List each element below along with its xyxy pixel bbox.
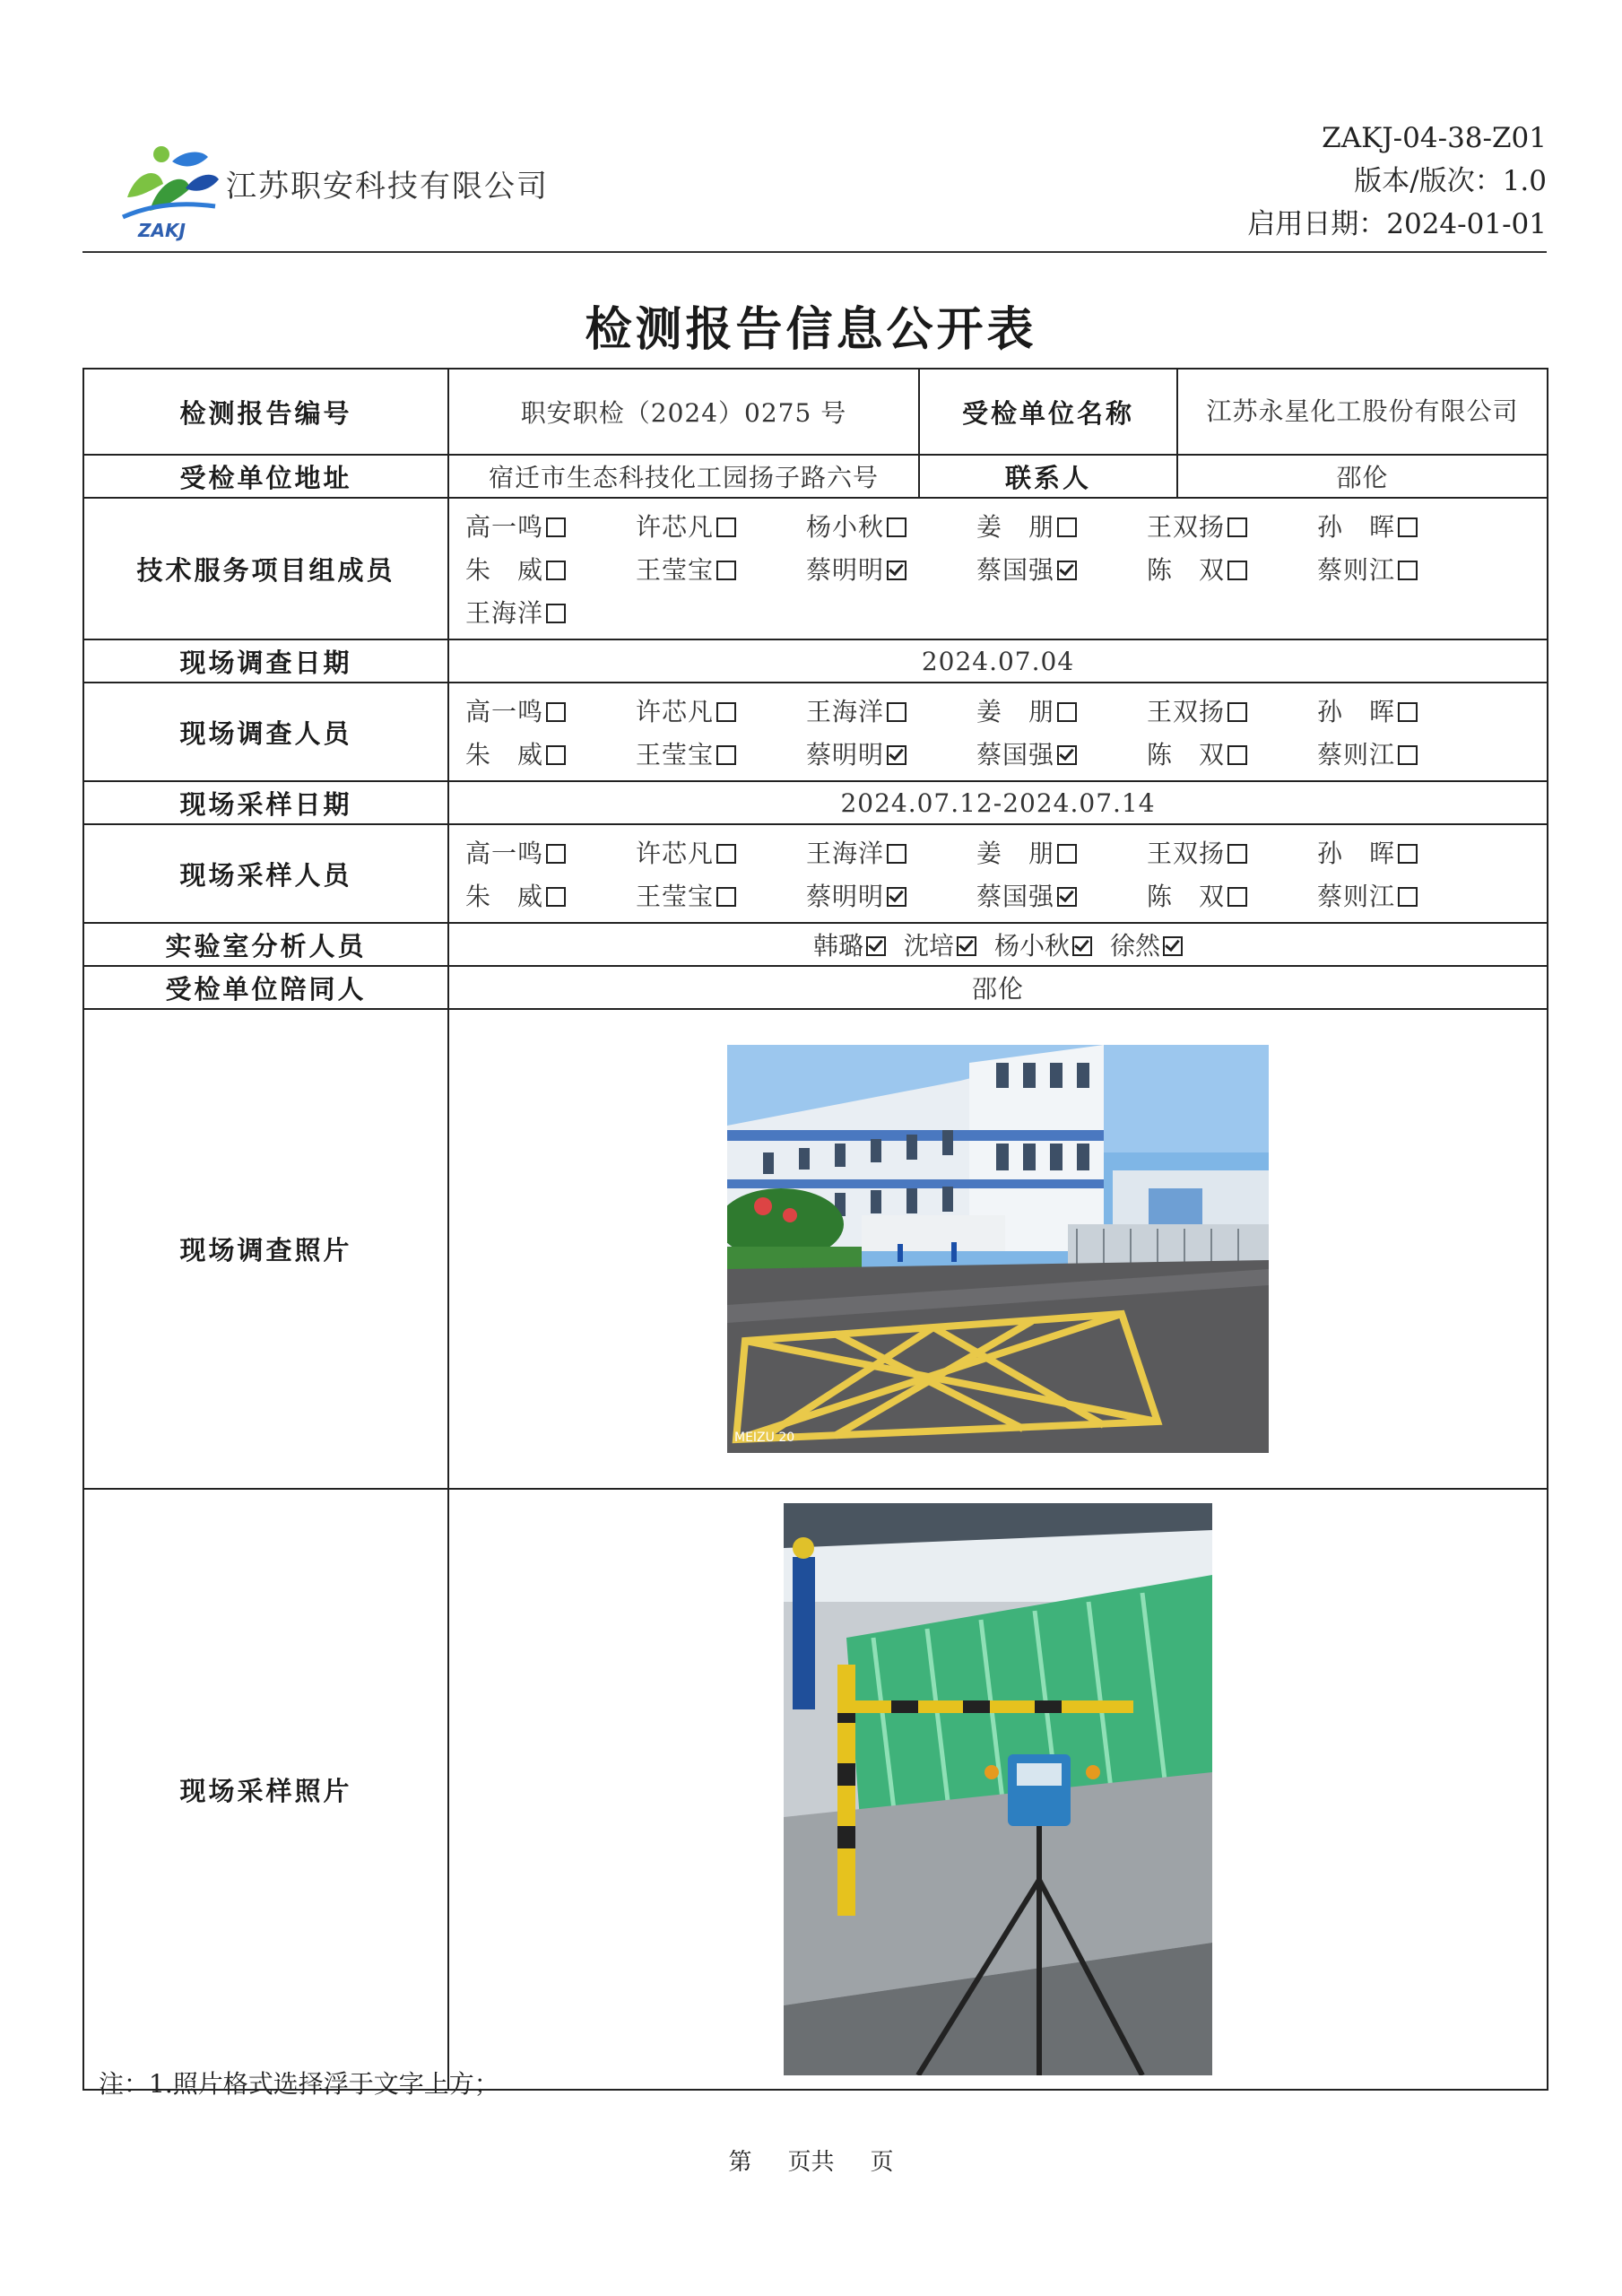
- lab-staff-entry: [1110, 926, 1183, 962]
- person-entry: [976, 551, 1147, 587]
- svg-text:MEIZU 20: MEIZU 20: [734, 1431, 795, 1445]
- person-name: 高一鸣: [465, 512, 544, 542]
- unchecked-checkbox[interactable]: [546, 887, 566, 907]
- members-grid: [449, 499, 1547, 639]
- person-name: 蔡明明: [806, 555, 885, 585]
- checked-checkbox[interactable]: [866, 936, 886, 956]
- lab-staff-entry: [994, 926, 1092, 962]
- unchecked-checkbox[interactable]: [546, 517, 566, 537]
- company-logo: [109, 135, 226, 242]
- unchecked-checkbox[interactable]: [1227, 702, 1247, 722]
- unit-name: 江苏永星化工股份有限公司: [1177, 369, 1548, 455]
- person-name: 王莹宝: [636, 882, 715, 911]
- report-no: 职安职检（2024）0275 号: [448, 369, 919, 455]
- survey-staff-cell: [448, 683, 1548, 781]
- person-entry: [1317, 508, 1488, 544]
- person-row: [465, 590, 1547, 633]
- checked-checkbox[interactable]: [1072, 936, 1092, 956]
- person-entry: [976, 834, 1147, 870]
- person-row: [465, 732, 1547, 775]
- person-entry: [1147, 692, 1317, 728]
- unchecked-checkbox[interactable]: [1057, 517, 1077, 537]
- lab-staff-cell: [448, 923, 1548, 966]
- person-entry: [1147, 551, 1317, 587]
- person-name: 陈 双: [1147, 740, 1226, 770]
- person-name: 姜 朋: [976, 839, 1055, 868]
- unchecked-checkbox[interactable]: [1398, 702, 1418, 722]
- person-entry: [1317, 877, 1488, 913]
- person-name: 孙 晖: [1317, 697, 1396, 726]
- svg-text:ZAKJ: ZAKJ: [138, 220, 186, 241]
- person-name: 姜 朋: [976, 697, 1055, 726]
- person-name: 王海洋: [806, 839, 885, 868]
- person-name: 朱 威: [465, 882, 544, 911]
- person-name: 杨小秋: [806, 512, 885, 542]
- sampling-photo-label: 现场采样照片: [83, 1489, 448, 2090]
- doc-version: 版本/版次：1.0: [1354, 165, 1547, 197]
- document-meta: [1247, 117, 1547, 246]
- person-row: [465, 831, 1547, 874]
- unchecked-checkbox[interactable]: [1398, 561, 1418, 580]
- person-name: 蔡明明: [806, 882, 885, 911]
- person-name: 孙 晖: [1317, 839, 1396, 868]
- checked-checkbox[interactable]: [887, 745, 906, 765]
- person-row: [465, 547, 1547, 590]
- unchecked-checkbox[interactable]: [1398, 887, 1418, 907]
- person-name: 蔡则江: [1317, 882, 1396, 911]
- unchecked-checkbox[interactable]: [1227, 887, 1247, 907]
- person-entry: [976, 735, 1147, 771]
- person-entry: [465, 692, 636, 728]
- survey-photo-cell: [448, 1009, 1548, 1489]
- page-title: 检测报告信息公开表: [585, 302, 1037, 357]
- person-name: 蔡国强: [976, 740, 1055, 770]
- checked-checkbox[interactable]: [1163, 936, 1183, 956]
- person-entry: [465, 735, 636, 771]
- unchecked-checkbox[interactable]: [1227, 745, 1247, 765]
- person-entry: [976, 508, 1147, 544]
- unchecked-checkbox[interactable]: [1398, 745, 1418, 765]
- contact: 邵伦: [1177, 455, 1548, 498]
- person-name: 王海洋: [806, 697, 885, 726]
- person-entry: [1317, 735, 1488, 771]
- unchecked-checkbox[interactable]: [716, 887, 736, 907]
- footer-page-prefix: 第: [728, 2149, 752, 2176]
- unchecked-checkbox[interactable]: [1398, 844, 1418, 864]
- person-name: 蔡则江: [1317, 555, 1396, 585]
- checked-checkbox[interactable]: [1057, 745, 1077, 765]
- unchecked-checkbox[interactable]: [716, 844, 736, 864]
- person-entry: [1317, 692, 1488, 728]
- person-name: 姜 朋: [976, 512, 1055, 542]
- person-name: 朱 威: [465, 555, 544, 585]
- survey-photo-label: 现场调查照片: [83, 1009, 448, 1489]
- person-name: 王双扬: [1147, 697, 1226, 726]
- page-header: [82, 117, 1547, 253]
- person-name: 韩璐: [812, 931, 863, 961]
- person-name: 许芯凡: [636, 697, 715, 726]
- person-entry: [1317, 834, 1488, 870]
- person-entry: [465, 877, 636, 913]
- person-name: 孙 晖: [1317, 512, 1396, 542]
- survey-staff-grid: [449, 683, 1547, 780]
- unchecked-checkbox[interactable]: [716, 745, 736, 765]
- unchecked-checkbox[interactable]: [1057, 702, 1077, 722]
- person-name: 蔡国强: [976, 882, 1055, 911]
- person-name: 徐然: [1110, 931, 1161, 961]
- person-name: 朱 威: [465, 740, 544, 770]
- footnote: 注：1.照片格式选择浮于文字上方；: [99, 2069, 499, 2099]
- person-name: 杨小秋: [994, 931, 1071, 961]
- escort-label: 受检单位陪同人: [83, 966, 448, 1009]
- person-entry: [1317, 551, 1488, 587]
- escort: 邵伦: [448, 966, 1548, 1009]
- sampling-staff-grid: [449, 825, 1547, 922]
- person-name: 许芯凡: [636, 839, 715, 868]
- person-entry: [1147, 834, 1317, 870]
- survey-date-label: 现场调查日期: [83, 639, 448, 683]
- page-footer: [0, 2144, 1622, 2177]
- unchecked-checkbox[interactable]: [546, 844, 566, 864]
- person-entry: [636, 877, 806, 913]
- checked-checkbox[interactable]: [1057, 887, 1077, 907]
- unchecked-checkbox[interactable]: [1398, 517, 1418, 537]
- person-name: 王双扬: [1147, 512, 1226, 542]
- person-entry: [976, 877, 1147, 913]
- unchecked-checkbox[interactable]: [546, 702, 566, 722]
- person-entry: [806, 508, 976, 544]
- person-name: 高一鸣: [465, 839, 544, 868]
- unchecked-checkbox[interactable]: [716, 702, 736, 722]
- members-label: 技术服务项目组成员: [83, 498, 448, 639]
- sampling-photo-cell: [448, 1489, 1548, 2090]
- unchecked-checkbox[interactable]: [1227, 561, 1247, 580]
- sampling-date: 2024.07.12-2024.07.14: [448, 781, 1548, 824]
- person-name: 蔡国强: [976, 555, 1055, 585]
- person-entry: [465, 508, 636, 544]
- unchecked-checkbox[interactable]: [887, 844, 906, 864]
- person-name: 王莹宝: [636, 555, 715, 585]
- person-entry: [806, 834, 976, 870]
- person-entry: [636, 735, 806, 771]
- person-entry: [806, 692, 976, 728]
- sampling-date-label: 现场采样日期: [83, 781, 448, 824]
- address-label: 受检单位地址: [83, 455, 448, 498]
- members-cell: [448, 498, 1548, 639]
- checked-checkbox[interactable]: [1057, 561, 1077, 580]
- doc-effective-date: 启用日期：2024-01-01: [1247, 208, 1547, 240]
- person-entry: [1147, 508, 1317, 544]
- footer-page-suffix: 页: [870, 2149, 894, 2176]
- person-entry: [1147, 735, 1317, 771]
- person-name: 高一鸣: [465, 697, 544, 726]
- contact-label: 联系人: [919, 455, 1177, 498]
- person-name: 王莹宝: [636, 740, 715, 770]
- person-entry: [465, 594, 636, 630]
- person-name: 许芯凡: [636, 512, 715, 542]
- person-entry: [806, 735, 976, 771]
- address: 宿迁市生态科技化工园扬子路六号: [448, 455, 919, 498]
- unchecked-checkbox[interactable]: [716, 517, 736, 537]
- person-name: 蔡则江: [1317, 740, 1396, 770]
- unchecked-checkbox[interactable]: [546, 604, 566, 623]
- report-no-label: 检测报告编号: [83, 369, 448, 455]
- sampling-staff-cell: [448, 824, 1548, 923]
- survey-photo: [727, 1045, 1269, 1453]
- unchecked-checkbox[interactable]: [887, 702, 906, 722]
- unchecked-checkbox[interactable]: [1227, 517, 1247, 537]
- lab-staff-entry: [904, 926, 976, 962]
- lab-staff-label: 实验室分析人员: [83, 923, 448, 966]
- sampling-photo: [784, 1503, 1212, 2075]
- unchecked-checkbox[interactable]: [1227, 844, 1247, 864]
- person-name: 王双扬: [1147, 839, 1226, 868]
- lab-staff-entry: [813, 926, 886, 962]
- sampling-staff-label: 现场采样人员: [83, 824, 448, 923]
- person-entry: [806, 551, 976, 587]
- survey-date: 2024.07.04: [448, 639, 1548, 683]
- lab-staff-list: [449, 926, 1547, 962]
- person-entry: [636, 692, 806, 728]
- person-entry: [806, 877, 976, 913]
- checked-checkbox[interactable]: [957, 936, 976, 956]
- person-name: 王海洋: [465, 598, 544, 628]
- person-entry: [636, 551, 806, 587]
- person-entry: [636, 508, 806, 544]
- checked-checkbox[interactable]: [887, 561, 906, 580]
- report-info-table: [82, 368, 1548, 2091]
- person-row: [465, 689, 1547, 732]
- person-name: 陈 双: [1147, 555, 1226, 585]
- person-row: [465, 504, 1547, 547]
- person-row: [465, 874, 1547, 917]
- person-name: 沈培: [903, 931, 954, 961]
- person-entry: [465, 551, 636, 587]
- survey-staff-label: 现场调查人员: [83, 683, 448, 781]
- person-entry: [1147, 877, 1317, 913]
- person-entry: [465, 834, 636, 870]
- person-entry: [636, 834, 806, 870]
- company-name: 江苏职安科技有限公司: [226, 169, 549, 204]
- unchecked-checkbox[interactable]: [716, 561, 736, 580]
- checked-checkbox[interactable]: [887, 887, 906, 907]
- unit-name-label: 受检单位名称: [919, 369, 1177, 455]
- unchecked-checkbox[interactable]: [1057, 844, 1077, 864]
- person-name: 蔡明明: [806, 740, 885, 770]
- unchecked-checkbox[interactable]: [546, 745, 566, 765]
- person-entry: [976, 692, 1147, 728]
- person-name: 陈 双: [1147, 882, 1226, 911]
- footer-page-middle: 页共: [787, 2149, 835, 2176]
- unchecked-checkbox[interactable]: [546, 561, 566, 580]
- doc-code: ZAKJ-04-38-Z01: [1322, 122, 1547, 154]
- unchecked-checkbox[interactable]: [887, 517, 906, 537]
